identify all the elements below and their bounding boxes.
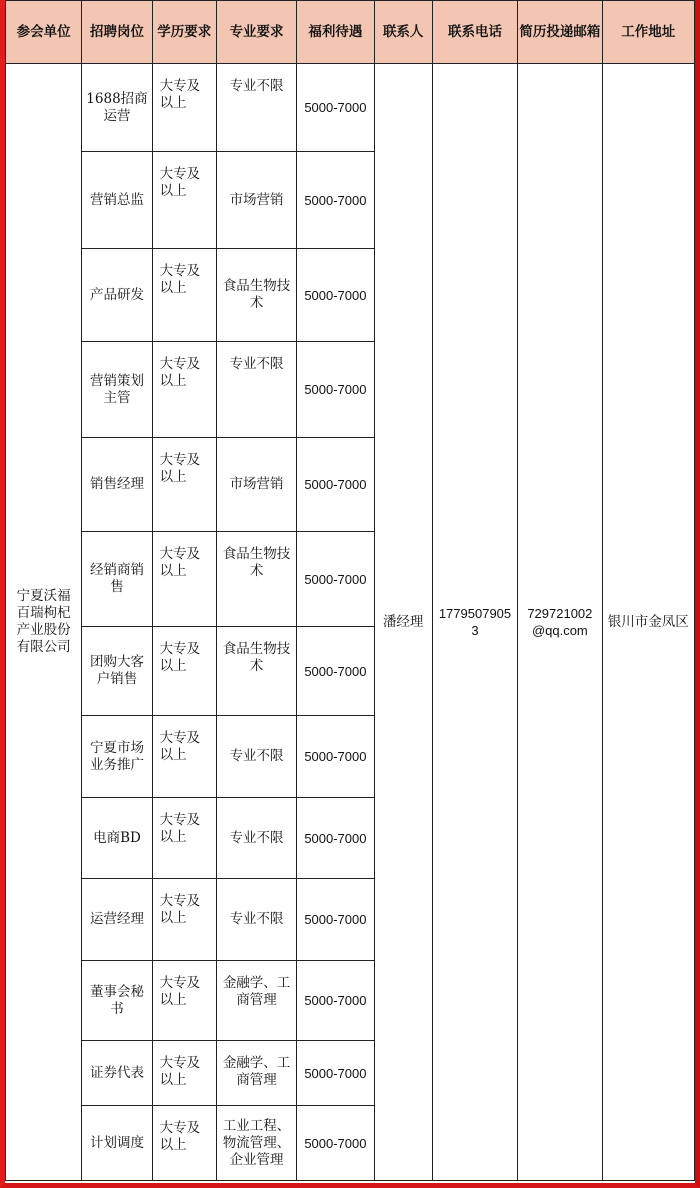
job-position: 证券代表 [82, 1041, 152, 1106]
job-education: 大专及以上 [152, 1106, 216, 1181]
job-table [5, 0, 695, 1181]
resume-email[interactable]: 729721002@qq.com [518, 64, 602, 1181]
job-position: 计划调度 [82, 1106, 152, 1181]
job-major: 专业不限 [216, 798, 296, 879]
job-position: 宁夏市场业务推广 [82, 716, 152, 798]
job-education: 大专及以上 [152, 716, 216, 798]
job-education: 大专及以上 [152, 532, 216, 627]
job-major: 专业不限 [216, 716, 296, 798]
job-education: 大专及以上 [152, 879, 216, 961]
job-position: 营销策划主管 [82, 342, 152, 438]
job-salary: 5000-7000 [297, 152, 374, 249]
job-major: 市场营销 [216, 152, 296, 249]
job-salary: 5000-7000 [297, 1041, 374, 1106]
job-major: 食品生物技术 [216, 532, 296, 627]
contact-person: 潘经理 [374, 64, 432, 1181]
job-education: 大专及以上 [152, 438, 216, 532]
header-contact: 联系人 [374, 1, 432, 64]
job-major: 市场营销 [216, 438, 296, 532]
job-education: 大专及以上 [152, 342, 216, 438]
job-salary: 5000-7000 [297, 249, 374, 342]
job-major: 金融学、工商管理 [216, 961, 296, 1041]
job-position: 销售经理 [82, 438, 152, 532]
job-education: 大专及以上 [152, 798, 216, 879]
job-major: 金融学、工商管理 [216, 1041, 296, 1106]
company-name: 宁夏沃福百瑞枸杞产业股份有限公司 [6, 64, 82, 1181]
header-major: 专业要求 [216, 1, 296, 64]
header-row [6, 1, 695, 64]
header-phone: 联系电话 [432, 1, 517, 64]
job-salary: 5000-7000 [297, 627, 374, 716]
job-salary: 5000-7000 [297, 798, 374, 879]
job-major: 专业不限 [216, 342, 296, 438]
job-position: 产品研发 [82, 249, 152, 342]
job-position: 运营经理 [82, 879, 152, 961]
header-company: 参会单位 [6, 1, 82, 64]
job-major: 专业不限 [216, 879, 296, 961]
job-salary: 5000-7000 [297, 342, 374, 438]
job-position: 团购大客户销售 [82, 627, 152, 716]
header-education: 学历要求 [152, 1, 216, 64]
job-position: 经销商销售 [82, 532, 152, 627]
job-major: 工业工程、物流管理、企业管理 [216, 1106, 296, 1181]
job-salary: 5000-7000 [297, 961, 374, 1041]
job-education: 大专及以上 [152, 152, 216, 249]
job-education: 大专及以上 [152, 627, 216, 716]
work-address: 银川市金凤区 [602, 64, 694, 1181]
job-position: 董事会秘书 [82, 961, 152, 1041]
job-position: 1688招商运营 [82, 64, 152, 152]
header-email: 简历投递邮箱 [518, 1, 602, 64]
job-salary: 5000-7000 [297, 532, 374, 627]
job-education: 大专及以上 [152, 249, 216, 342]
contact-phone: 17795079053 [432, 64, 517, 1181]
job-major: 食品生物技术 [216, 627, 296, 716]
job-salary: 5000-7000 [297, 438, 374, 532]
job-education: 大专及以上 [152, 961, 216, 1041]
header-salary: 福利待遇 [297, 1, 374, 64]
header-position: 招聘岗位 [82, 1, 152, 64]
job-position: 电商BD [82, 798, 152, 879]
table-row [6, 64, 695, 152]
job-salary: 5000-7000 [297, 64, 374, 152]
job-salary: 5000-7000 [297, 879, 374, 961]
job-education: 大专及以上 [152, 1041, 216, 1106]
job-position: 营销总监 [82, 152, 152, 249]
job-major: 食品生物技术 [216, 249, 296, 342]
job-salary: 5000-7000 [297, 716, 374, 798]
job-major: 专业不限 [216, 64, 296, 152]
job-education: 大专及以上 [152, 64, 216, 152]
header-address: 工作地址 [602, 1, 694, 64]
job-salary: 5000-7000 [297, 1106, 374, 1181]
